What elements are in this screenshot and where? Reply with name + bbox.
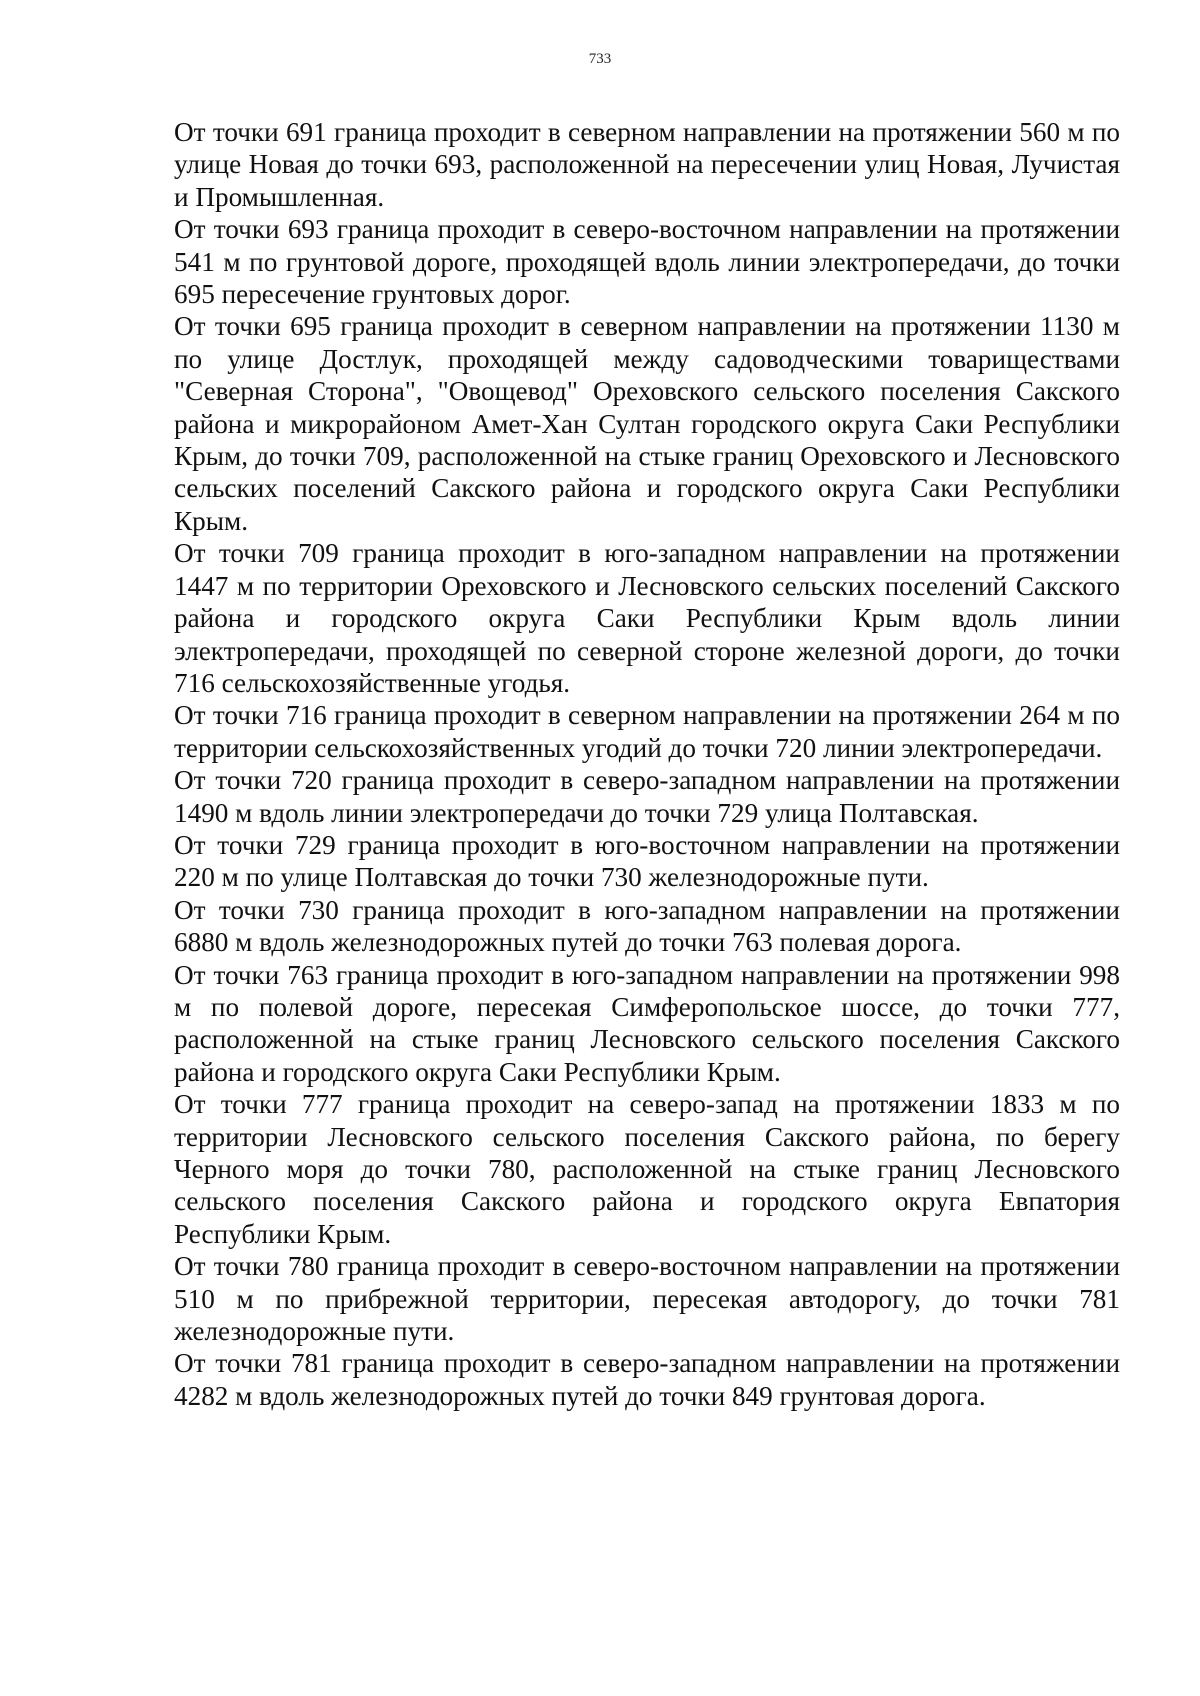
paragraph: От точки 693 граница проходит в северо-восточном направлении на протяжении 541 м по грунтовой дороге, проходящей вдоль линии электропередачи, до точки 695 пересечение грунтовых дорог. xyxy=(174,214,1120,310)
paragraph: От точки 729 граница проходит в юго-восточном направлении на протяжении 220 м по улице Полтавская до точки 730 железнодорожные пути. xyxy=(174,829,1120,893)
paragraph: От точки 720 граница проходит в северо-западном направлении на протяжении 1490 м вдоль линии электропередачи до точки 729 улица Полтавская. xyxy=(174,765,1120,828)
paragraph: От точки 763 граница проходит в юго-западном направлении на протяжении 998 м по полевой дороге, пересекая Симферопольское шоссе, до точки 777, расположенной на стыке границ Лесновского сельского поселения Сакского района и городского округа Саки Республики Крым. xyxy=(174,959,1120,1087)
paragraph: От точки 695 граница проходит в северном направлении на протяжении 1130 м по улице Достлук, проходящей между садоводческими товариществами "Северная Сторона", "Овощевод" Ореховского сельского поселения Сакского района и микрорайоном Амет-Хан Султан городского округа Саки Республики Крым, до точки 709, расположенной на стыке границ Ореховского и Лесновского сельских поселений Сакского района и городского округа Саки Республики Крым. xyxy=(174,311,1120,536)
paragraph: От точки 777 граница проходит на северо-запад на протяжении 1833 м по территории Лесновского сельского поселения Сакского района, по берегу Черного моря до точки 780, расположенной на стыке границ Лесновского сельского поселения Сакского района и городского округа Евпатория Республики Крым. xyxy=(174,1089,1120,1249)
paragraph: От точки 780 граница проходит в северо-восточном направлении на протяжении 510 м по прибрежной территории, пересекая автодорогу, до точки 781 железнодорожные пути. xyxy=(174,1251,1120,1347)
paragraph: От точки 691 граница проходит в северном направлении на протяжении 560 м по улице Новая до точки 693, расположенной на пересечении улиц Новая, Лучистая и Промышленная. xyxy=(174,117,1120,212)
paragraph: От точки 730 граница проходит в юго-западном направлении на протяжении 6880 м вдоль железнодорожных путей до точки 763 полевая дорога. xyxy=(174,894,1120,958)
document-body xyxy=(174,116,1120,1412)
page-number: 733 xyxy=(588,51,612,67)
paragraph: От точки 781 граница проходит в северо-западном направлении на протяжении 4282 м вдоль железнодорожных путей до точки 849 грунтовая дорога. xyxy=(174,1348,1120,1411)
paragraph: От точки 709 граница проходит в юго-западном направлении на протяжении 1447 м по территории Ореховского и Лесновского сельских поселений Сакского района и городского округа Саки Республики Крым вдоль линии электропередачи, проходящей по северной стороне железной дороги, до точки 716 сельскохозяйственные угодья. xyxy=(174,538,1120,698)
paragraph: От точки 716 граница проходит в северном направлении на протяжении 264 м по территории сельскохозяйственных угодий до точки 720 линии электропередачи. xyxy=(174,700,1120,763)
